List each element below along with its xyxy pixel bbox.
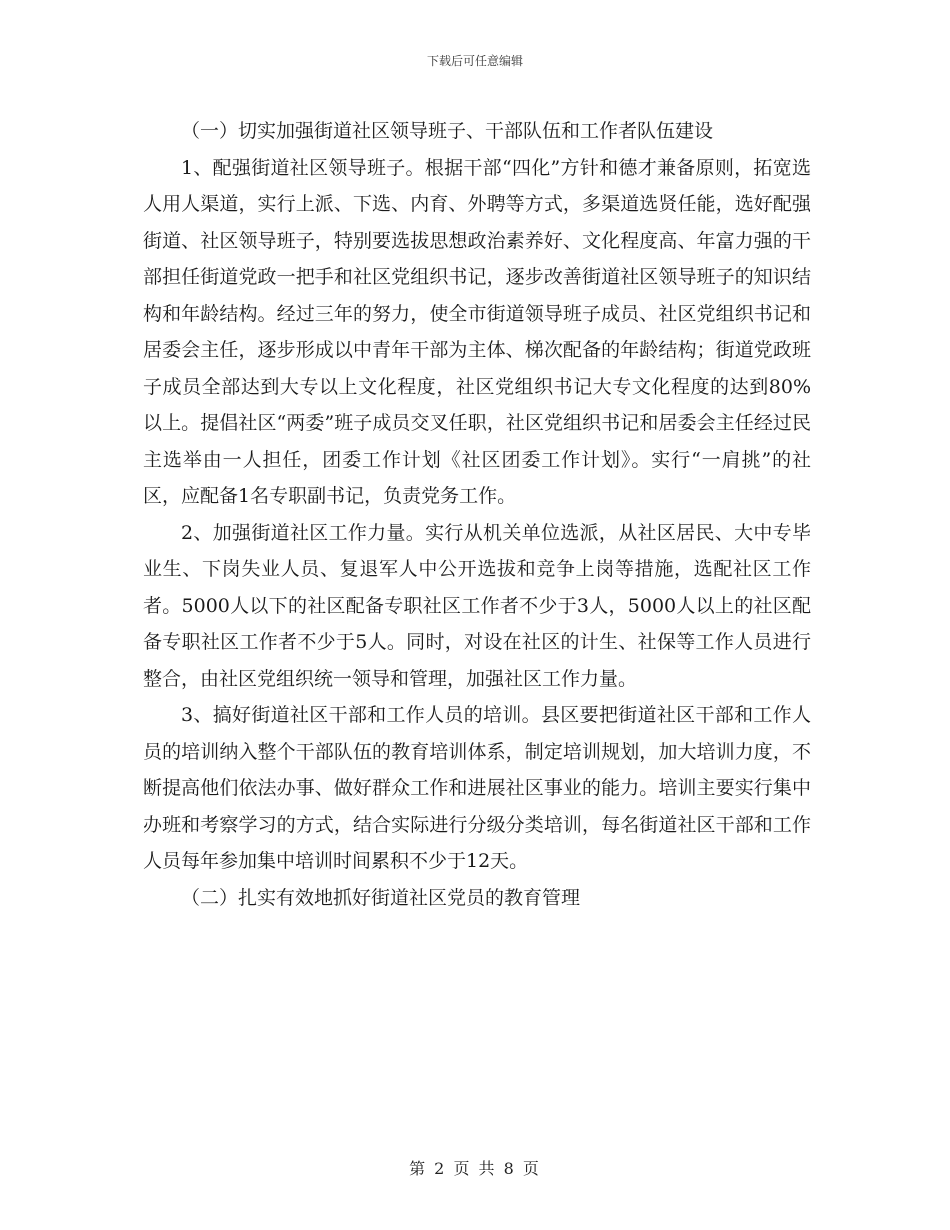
paragraph-1: 1、配强街道社区领导班子。根据干部“四化”方针和德才兼备原则，拓宽选人用人渠道，实行上派、下选、内育、外聘等方式，多渠道选贤任能，选好配强街道、社区领导班子，特别要选拔思想政治素养好、文化程度高、年富力强的干部担任街道党政一把手和社区党组织书记，逐步改善街道社区领导班子的知识结构和年龄结构。经过三年的努力，使全市街道领导班子成员、社区党组织书记和居委会主任，逐步形成以中青年干部为主体、梯次配备的年龄结构；街道党政班子成员全部达到大专以上文化程度，社区党组织书记大专文化程度的达到80%以上。提倡社区“两委”班子成员交叉任职，社区党组织书记和居委会主任经过民主选举由一人担任，团委工作计划《社区团委工作计划》。实行“一肩挑”的社区，应配备1名专职副书记，负责党务工作。 — [143, 156, 811, 507]
page-header: 下载后可任意编辑 — [426, 54, 523, 68]
page-number: 第 2 页 共 8 页 — [409, 1159, 541, 1178]
section-heading-1: （一）切实加强街道社区领导班子、干部队伍和工作者队伍建设 — [181, 120, 714, 142]
document-body — [143, 113, 811, 916]
paragraph-2: 2、加强街道社区工作力量。实行从机关单位选派，从社区居民、大中专毕业生、下岗失业人员、复退军人中公开选拔和竞争上岗等措施，选配社区工作者。5000人以下的社区配备专职社区工作者不少于3人，5000人以上的社区配备专职社区工作者不少于5人。同时，对设在社区的计生、社保等工作人员进行整合，由社区党组织统一领导和管理，加强社区工作力量。 — [143, 521, 811, 690]
section-heading-2: （二）扎实有效地抓好街道社区党员的教育管理 — [181, 886, 581, 909]
paragraph-3: 3、搞好街道社区干部和工作人员的培训。县区要把街道社区干部和工作人员的培训纳入整个干部队伍的教育培训体系，制定培训规划，加大培训力度，不断提高他们依法办事、做好群众工作和进展社区事业的能力。培训主要实行集中办班和考察学习的方式，结合实际进行分级分类培训，每名街道社区干部和工作人员每年参加集中培训时间累积不少于12天。 — [143, 704, 811, 872]
